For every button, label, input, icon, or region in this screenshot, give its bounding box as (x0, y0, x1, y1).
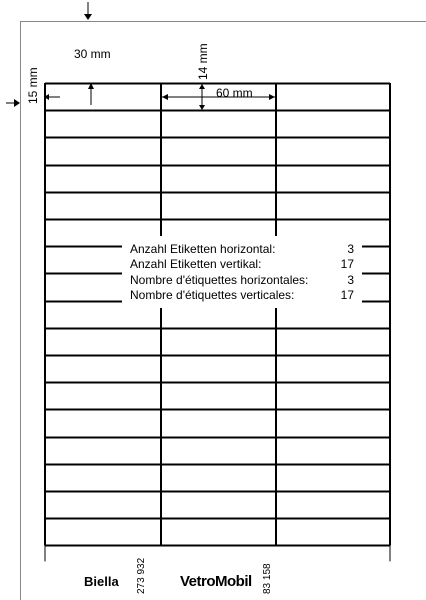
info-row (130, 288, 354, 303)
info-label: Nombre d'étiquettes horizontales: (130, 273, 309, 287)
product-code-left: 273 932 (136, 557, 147, 594)
info-label: Nombre d'étiquettes verticales: (130, 288, 295, 302)
left-margin-dimension: 30 mm (74, 47, 111, 61)
top-margin-arrow-icon (88, 83, 94, 105)
info-row (130, 257, 354, 272)
top-margin-dimension: 15 mm (26, 67, 40, 104)
label-count-info (122, 236, 362, 308)
info-row (130, 242, 354, 257)
left-margin-arrow-icon (44, 94, 60, 100)
info-value: 3 (347, 273, 354, 287)
label-width-dimension: 60 mm (216, 86, 253, 100)
side-arrow-icon (6, 99, 20, 107)
info-value: 17 (340, 288, 354, 302)
biella-logo: Biella (84, 574, 119, 589)
label-height-dimension: 14 mm (196, 43, 210, 80)
feed-arrow-icon (84, 2, 92, 20)
info-label: Anzahl Etiketten vertikal: (130, 257, 262, 271)
product-code-right: 83 158 (262, 563, 273, 594)
info-value: 17 (340, 257, 354, 271)
vetromobil-logo: VetroMobil (180, 573, 252, 590)
info-value: 3 (347, 242, 354, 256)
info-label: Anzahl Etiketten horizontal: (130, 242, 276, 256)
info-row (130, 273, 354, 288)
